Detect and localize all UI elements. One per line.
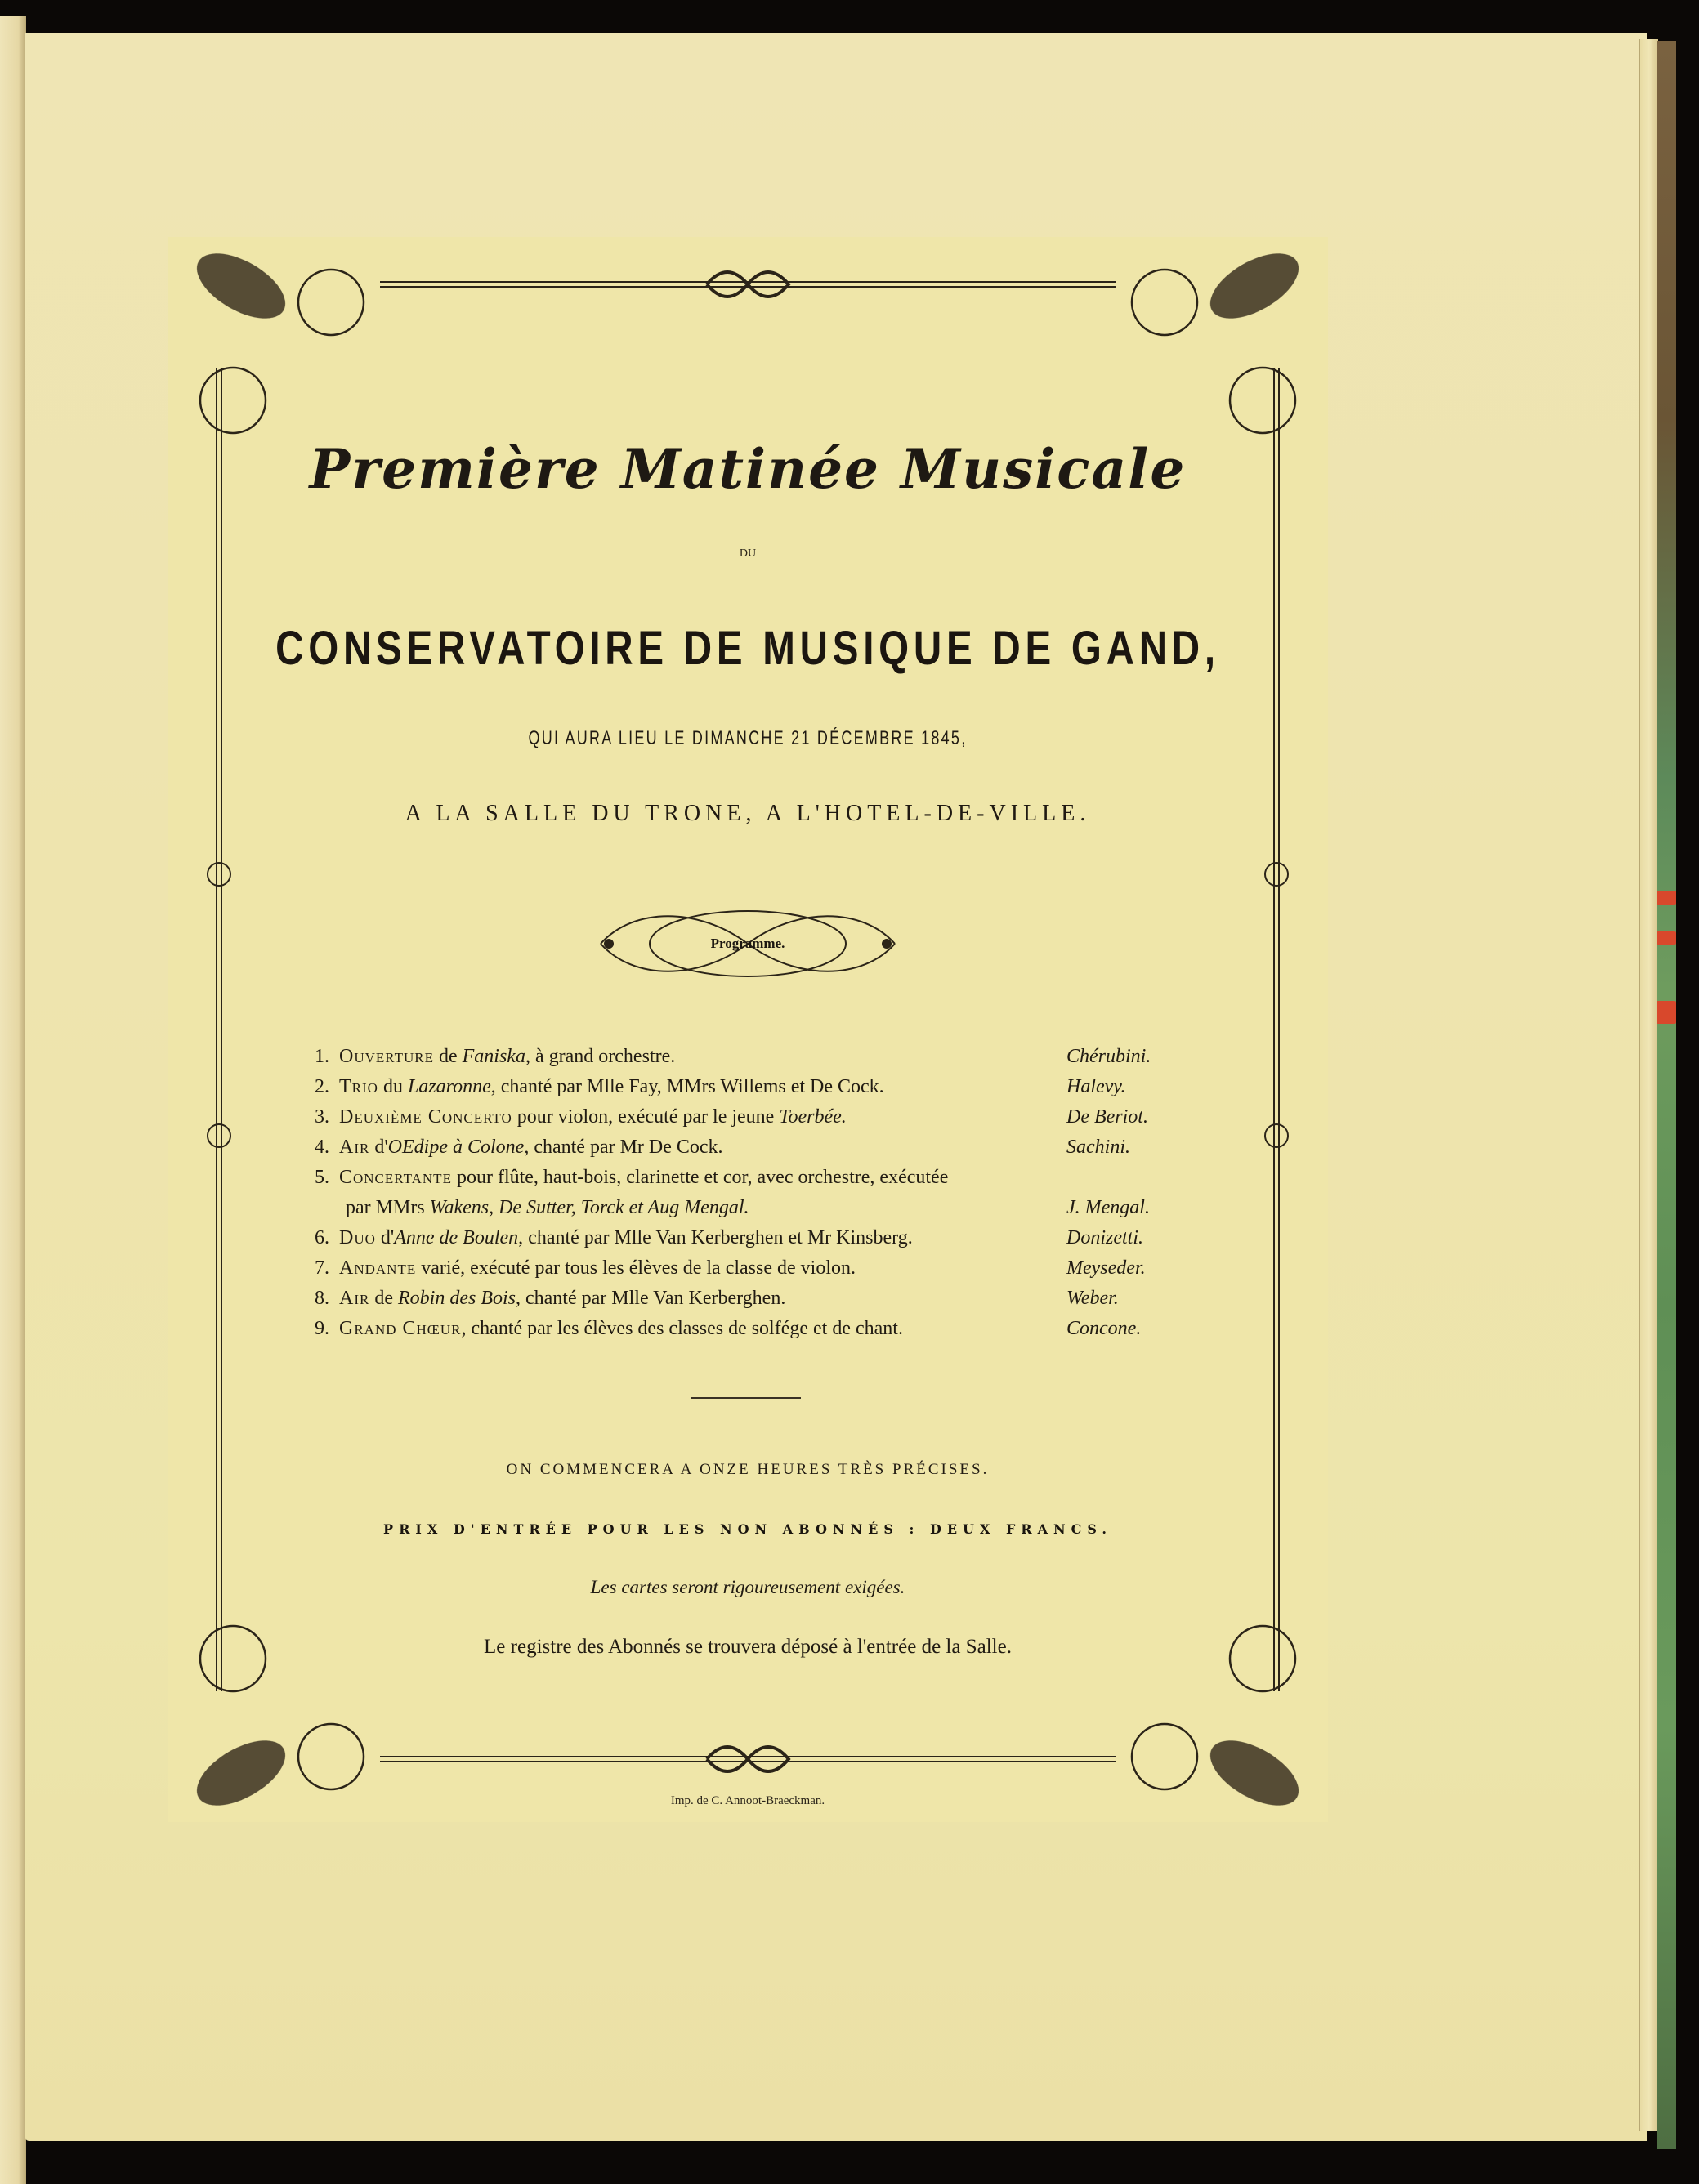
composer: Chérubini. xyxy=(1066,1046,1151,1067)
cards-note: Les cartes seront rigoureusement exigées. xyxy=(590,1577,905,1597)
programme-item: 5. Concertante pour flûte, haut-bois, clarinette et cor, avec orchestre, exécutée xyxy=(315,1167,949,1188)
programme-item: 8. Air de Robin des Bois, chanté par Mlle Van Kerberghen. Weber. xyxy=(315,1284,1197,1314)
printer-imprint: Imp. de C. Annoot-Braeckman. xyxy=(670,1794,825,1807)
composer: Weber. xyxy=(1066,1288,1119,1309)
programme-cartouche xyxy=(584,899,911,989)
programme-item: 1. Ouverture de Faniska, à grand orchestre. Chérubini. xyxy=(315,1042,1197,1072)
institution-heading: CONSERVATOIRE DE MUSIQUE DE GAND, xyxy=(275,622,1220,675)
marbled-cover-edge xyxy=(1657,41,1676,2149)
programme-item: 6. Duo d'Anne de Boulen, chanté par Mlle Van Kerberghen et Mr Kinsberg. Donizetti. xyxy=(315,1223,1197,1253)
programme-item: 4. Air d'OEdipe à Colone, chanté par Mr De Cock. Sachini. xyxy=(315,1132,1197,1163)
programme-item: 3. Deuxième Concerto pour violon, exécuté par le jeune Toerbée. De Beriot. xyxy=(315,1102,1197,1132)
composer: Concone. xyxy=(1066,1318,1142,1339)
date-line: QUI AURA LIEU LE DIMANCHE 21 DÉCEMBRE 1845, xyxy=(528,727,968,749)
page-edge-stack xyxy=(1639,39,1658,2131)
programme-item: 7. Andante varié, exécuté par tous les élèves de la classe de violon. Meyseder. xyxy=(315,1253,1197,1284)
register-note: Le registre des Abonnés se trouvera déposé à l'entrée de la Salle. xyxy=(484,1636,1012,1658)
composer: Halevy. xyxy=(1066,1076,1126,1097)
programme-label: Programme. xyxy=(710,936,785,951)
composer: J. Mengal. xyxy=(1066,1197,1150,1218)
composer: Meyseder. xyxy=(1066,1257,1146,1279)
programme-list xyxy=(315,1042,1197,1344)
start-time-note: ON COMMENCERA A ONZE HEURES TRÈS PRÉCISES. xyxy=(506,1461,990,1478)
venue-line: A LA SALLE DU TRONE, A L'HOTEL-DE-VILLE. xyxy=(405,801,1091,826)
left-facing-page-edge xyxy=(0,16,26,2184)
programme-item: 2. Trio du Lazaronne, chanté par Mlle Fay, MMrs Willems et De Cock. Halevy. xyxy=(315,1072,1197,1102)
price-note: PRIX D'ENTRÉE POUR LES NON ABONNÉS : DEUX FRANCS. xyxy=(383,1521,1112,1537)
subtitle-du: DU xyxy=(739,547,757,560)
concert-programme-sheet xyxy=(168,237,1328,1822)
divider-rule xyxy=(691,1397,801,1399)
composer: Sachini. xyxy=(1066,1137,1130,1158)
programme-item: 9. Grand Chœur, chanté par les élèves des classes de solfége et de chant. Concone. xyxy=(315,1314,1197,1344)
composer: Donizetti. xyxy=(1066,1227,1143,1248)
programme-item-continuation: par MMrs Wakens, De Sutter, Torck et Aug Mengal. J. Mengal. xyxy=(315,1193,1197,1223)
composer: De Beriot. xyxy=(1066,1106,1148,1128)
title: Première Matinée Musicale xyxy=(309,437,1187,501)
